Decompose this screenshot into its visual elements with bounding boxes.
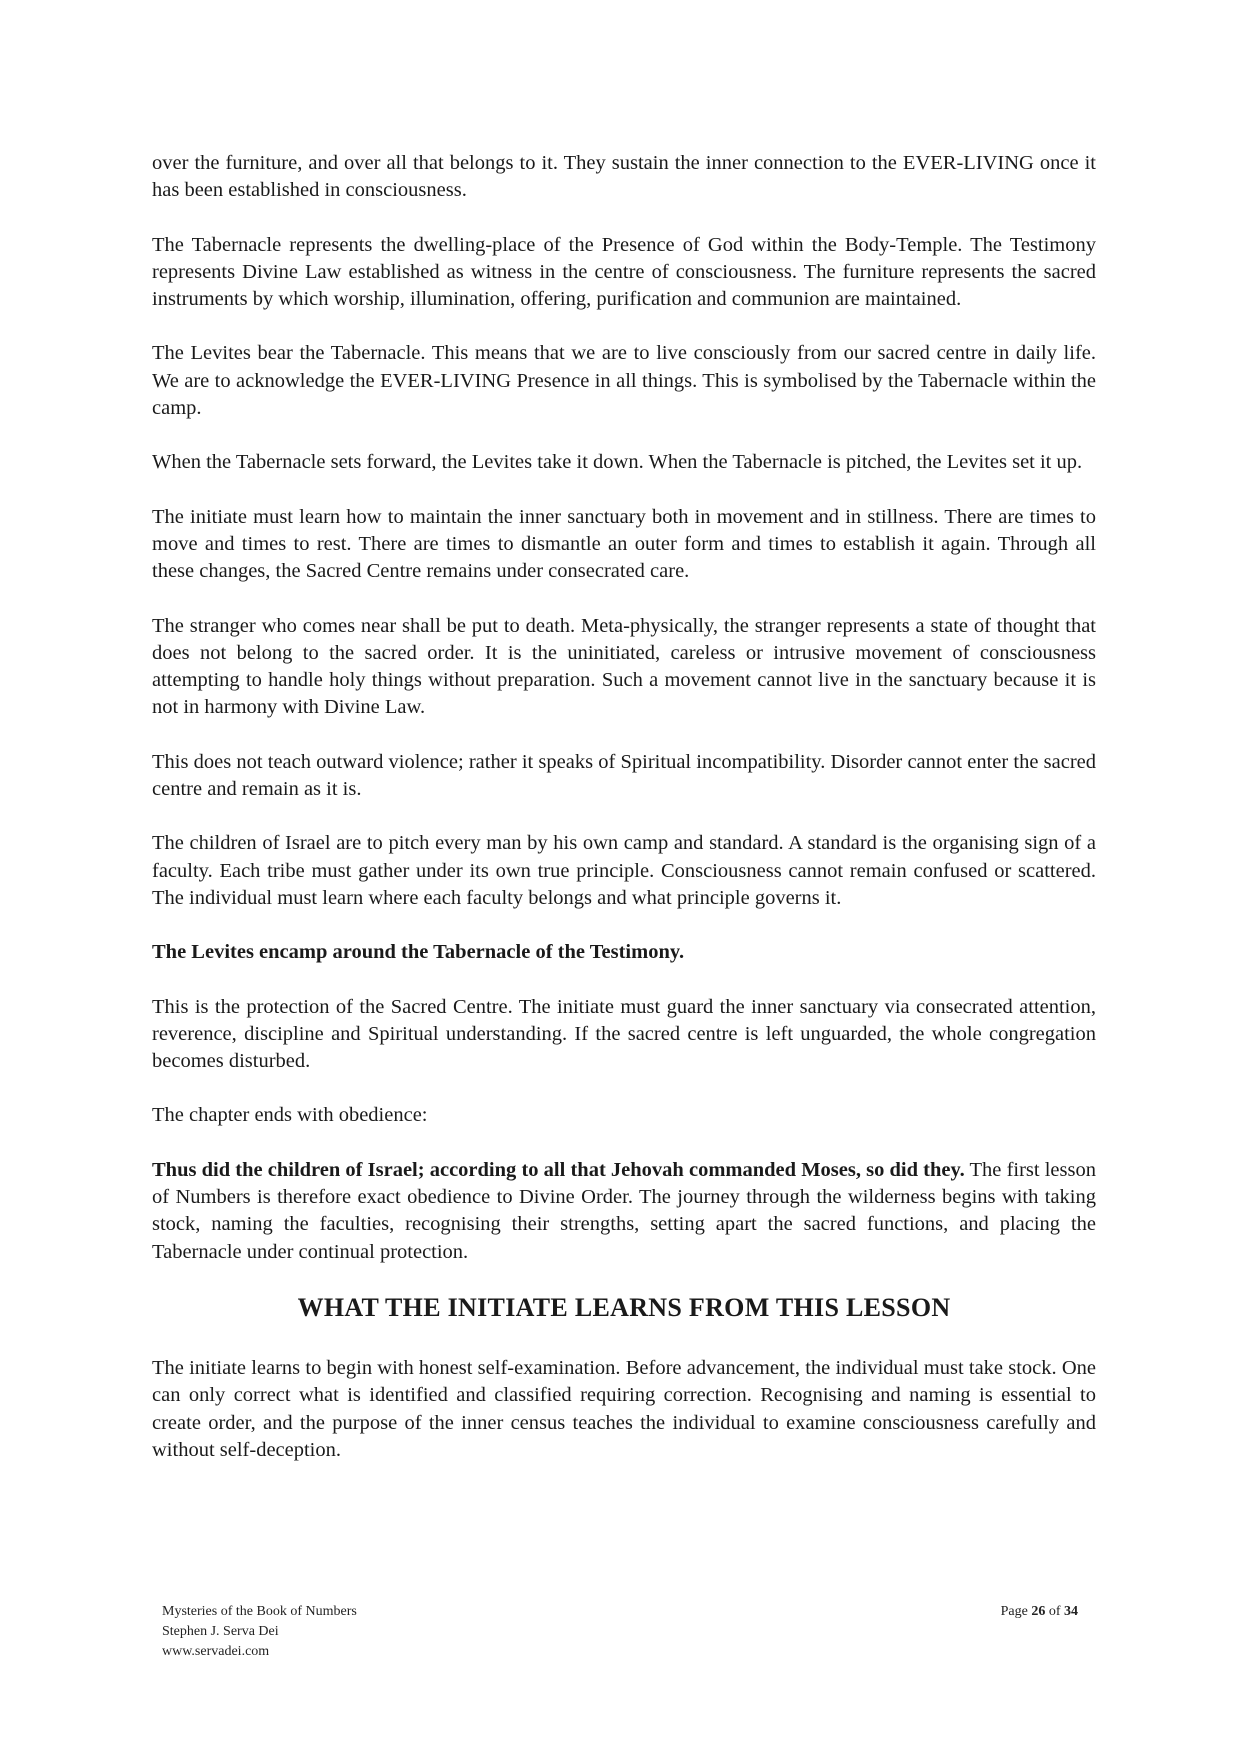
paragraph-10: This is the protection of the Sacred Centre. The initiate must guard the inner sanctuary via consecrated attention, reverence, discipline and Spiritual understanding. If the sacred centre is left unguarded, the whole congregation becomes disturbed.: [152, 995, 1096, 1073]
paragraph-12: [152, 1157, 1096, 1266]
paragraph-13: The initiate learns to begin with honest self-examination. Before advancement, the individual must take stock. One can only correct what is identified and classified requiring correction. Recognising and naming is essential to create order, and the purpose of the inner census teaches the individual to examine consciousness carefully and without self-deception.: [152, 1356, 1096, 1461]
paragraph-11: The chapter ends with obedience:: [152, 1104, 428, 1127]
page-current: 26: [1031, 1604, 1046, 1619]
paragraph-4: When the Tabernacle sets forward, the Levites take it down. When the Tabernacle is pitched, the Levites set it up.: [152, 451, 1083, 474]
paragraph-3: The Levites bear the Tabernacle. This means that we are to live consciously from our sacred centre in daily life. We are to acknowledge the EVER-LIVING Presence in all things. This is symbolised by the Tabernacle within the camp.: [152, 342, 1096, 420]
footer-info: [162, 1602, 357, 1662]
paragraph-6: The stranger who comes near shall be put to death. Meta-physically, the stranger represents a state of thought that does not belong to the sacred order. It is the uninitiated, careless or intrusive movement of consciousness attempting to handle holy things without preparation. Such a movement cannot live in the sanctuary because it is not in harmony with Divine Law.: [152, 614, 1096, 719]
paragraph-12-bold-lead: Thus did the children of Israel; according to all that Jehovah commanded Moses, so did they.: [152, 1158, 965, 1181]
page-total: 34: [1064, 1604, 1078, 1619]
page-prefix: Page: [1000, 1604, 1032, 1619]
paragraph-5: The initiate must learn how to maintain the inner sanctuary both in movement and in stillness. There are times to move and times to rest. There are times to dismantle an outer form and times to establish it again. Through all these changes, the Sacred Centre remains under consecrated care.: [152, 505, 1096, 583]
paragraph-1: over the furniture, and over all that belongs to it. They sustain the inner connection to the EVER-LIVING once it has been established in consciousness.: [152, 152, 1096, 202]
footer-author: Stephen J. Serva Dei: [162, 1624, 279, 1639]
paragraph-2: The Tabernacle represents the dwelling-place of the Presence of God within the Body-Temple. The Testimony represents Divine Law established as witness in the centre of consciousness. The furniture represents the sacred instruments by which worship, illumination, offering, purification and communion are maintained.: [152, 233, 1096, 311]
paragraph-9-bold: The Levites encamp around the Tabernacle of the Testimony.: [152, 941, 685, 964]
footer-book-title: Mysteries of the Book of Numbers: [162, 1604, 357, 1619]
paragraph-8: The children of Israel are to pitch every man by his own camp and standard. A standard is the organising sign of a faculty. Each tribe must gather under its own true principle. Consciousness cannot remain confused or scattered. The individual must learn where each faculty belongs and what principle governs it.: [152, 832, 1096, 909]
page-footer: [162, 1602, 1088, 1662]
paragraph-7: This does not teach outward violence; rather it speaks of Spiritual incompatibility. Disorder cannot enter the sacred centre and remain as it is.: [152, 750, 1096, 801]
footer-website: www.servadei.com: [162, 1644, 270, 1659]
document-body: [152, 150, 1096, 1491]
page-number: [1001, 1602, 1088, 1622]
section-heading: WHAT THE INITIATE LEARNS FROM THIS LESSON: [297, 1292, 951, 1322]
paragraph-12-text: The first lesson of Numbers is therefore exact obedience to Divine Order. The journey through the wilderness begins with taking stock, naming the faculties, recognising their strengths, setting apart the sacred functions, and placing the Tabernacle under continual protection.: [152, 1158, 1096, 1263]
page-of: of: [1045, 1604, 1064, 1619]
